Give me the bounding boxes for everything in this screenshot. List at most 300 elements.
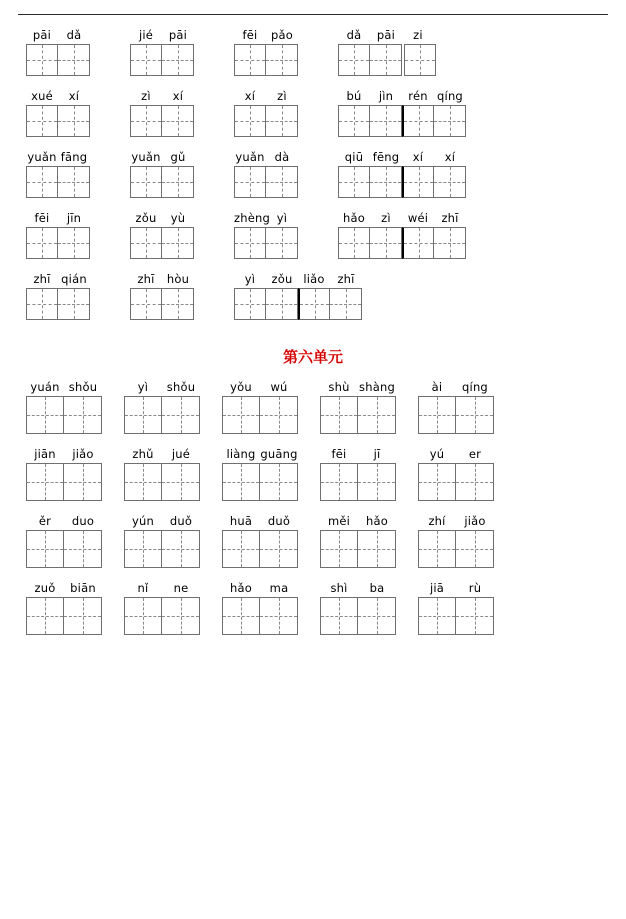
pinyin-line bbox=[130, 208, 194, 224]
word-group bbox=[338, 86, 466, 137]
grid-cell[interactable] bbox=[26, 227, 58, 259]
pinyin-syllable: jiǎo bbox=[464, 514, 486, 528]
grid-cell[interactable] bbox=[26, 396, 64, 434]
pinyin-syllable: zuǒ bbox=[34, 581, 56, 595]
character-grid bbox=[320, 396, 396, 434]
pinyin-syllable: ma bbox=[269, 581, 289, 595]
word-group bbox=[26, 269, 90, 320]
word-group bbox=[26, 86, 90, 137]
grid-cell[interactable] bbox=[456, 463, 494, 501]
pinyin-syllable: nǐ bbox=[137, 581, 149, 595]
grid-cell[interactable] bbox=[456, 597, 494, 635]
pinyin-syllable: yù bbox=[170, 211, 186, 225]
pinyin-line bbox=[418, 511, 494, 527]
character-grid bbox=[234, 105, 298, 137]
pinyin-line bbox=[320, 511, 396, 527]
pinyin-syllable: biān bbox=[70, 581, 96, 595]
section-one bbox=[18, 25, 608, 320]
word-group bbox=[26, 578, 102, 635]
grid-cell[interactable] bbox=[370, 105, 402, 137]
grid-cell[interactable] bbox=[130, 44, 162, 76]
pinyin-syllable: jiā bbox=[429, 581, 445, 595]
pinyin-syllable: zhī bbox=[33, 272, 51, 286]
word-group bbox=[26, 511, 102, 568]
grid-cell[interactable] bbox=[64, 396, 102, 434]
pinyin-syllable: duo bbox=[71, 514, 95, 528]
word-group bbox=[418, 578, 494, 635]
pinyin-syllable: xué bbox=[31, 89, 53, 103]
pinyin-syllable: fēi bbox=[34, 211, 50, 225]
word-group bbox=[26, 208, 90, 259]
pinyin-syllable: yì bbox=[137, 380, 149, 394]
pinyin-line bbox=[320, 578, 396, 594]
grid-cell[interactable] bbox=[266, 166, 298, 198]
word-group bbox=[222, 511, 298, 568]
pinyin-syllable: zi bbox=[413, 28, 423, 42]
grid-cell[interactable] bbox=[234, 227, 266, 259]
pinyin-syllable: zhǔ bbox=[132, 447, 154, 461]
grid-cell[interactable] bbox=[162, 396, 200, 434]
pinyin-line bbox=[124, 377, 200, 393]
grid-cell[interactable] bbox=[370, 44, 402, 76]
word-group bbox=[234, 25, 298, 76]
word-group bbox=[124, 511, 200, 568]
word-group bbox=[130, 147, 194, 198]
pinyin-syllable: shù bbox=[328, 380, 350, 394]
pinyin-line bbox=[222, 511, 298, 527]
character-grid bbox=[26, 44, 90, 76]
grid-cell[interactable] bbox=[162, 166, 194, 198]
pinyin-syllable: xí bbox=[172, 89, 184, 103]
word-group bbox=[222, 377, 298, 434]
pinyin-line bbox=[26, 208, 90, 224]
character-grid bbox=[418, 463, 494, 501]
pinyin-syllable: ba bbox=[369, 581, 385, 595]
pinyin-syllable: pāi bbox=[376, 28, 396, 42]
pinyin-syllable: qíng bbox=[462, 380, 488, 394]
character-grid bbox=[130, 105, 194, 137]
grid-cell[interactable] bbox=[358, 396, 396, 434]
pinyin-line bbox=[222, 444, 298, 460]
pinyin-syllable: jī bbox=[373, 447, 381, 461]
pinyin-syllable: liàng bbox=[226, 447, 256, 461]
pinyin-syllable: ài bbox=[431, 380, 443, 394]
pinyin-syllable: xí bbox=[412, 150, 424, 164]
pinyin-syllable: hòu bbox=[166, 272, 190, 286]
character-grid bbox=[338, 44, 436, 76]
grid-cell[interactable] bbox=[266, 288, 298, 320]
word-group bbox=[130, 208, 194, 259]
character-grid bbox=[124, 530, 200, 568]
pinyin-syllable: hǎo bbox=[343, 211, 365, 225]
pinyin-syllable: fāng bbox=[60, 150, 88, 164]
pinyin-syllable: yuǎn bbox=[235, 150, 265, 164]
header-rule bbox=[18, 14, 608, 15]
grid-cell[interactable] bbox=[162, 463, 200, 501]
word-group bbox=[26, 444, 102, 501]
grid-cell[interactable] bbox=[58, 166, 90, 198]
grid-cell[interactable] bbox=[58, 288, 90, 320]
grid-cell[interactable] bbox=[418, 530, 456, 568]
pinyin-line bbox=[26, 86, 90, 102]
pinyin-line bbox=[130, 86, 194, 102]
pinyin-line bbox=[222, 578, 298, 594]
grid-cell[interactable] bbox=[260, 597, 298, 635]
grid-cell[interactable] bbox=[266, 44, 298, 76]
word-group bbox=[124, 377, 200, 434]
worksheet-row bbox=[18, 511, 608, 568]
character-grid bbox=[418, 597, 494, 635]
grid-cell[interactable] bbox=[124, 597, 162, 635]
grid-cell[interactable] bbox=[370, 166, 402, 198]
pinyin-syllable: yuán bbox=[30, 380, 60, 394]
word-group bbox=[130, 86, 194, 137]
character-grid bbox=[130, 227, 194, 259]
pinyin-syllable: jiān bbox=[34, 447, 56, 461]
grid-cell[interactable] bbox=[418, 396, 456, 434]
section-title: 第六单元 bbox=[282, 348, 343, 366]
word-group bbox=[130, 269, 194, 320]
pinyin-syllable: zì bbox=[141, 89, 151, 103]
grid-cell[interactable] bbox=[124, 463, 162, 501]
pinyin-syllable: liǎo bbox=[303, 272, 325, 286]
grid-cell[interactable] bbox=[338, 166, 370, 198]
grid-cell[interactable] bbox=[234, 166, 266, 198]
pinyin-syllable: zhī bbox=[441, 211, 459, 225]
grid-cell[interactable] bbox=[330, 288, 362, 320]
grid-cell[interactable] bbox=[298, 288, 330, 320]
grid-cell[interactable] bbox=[130, 166, 162, 198]
pinyin-line bbox=[130, 269, 194, 285]
word-group bbox=[338, 25, 436, 76]
pinyin-line bbox=[26, 25, 90, 41]
pinyin-line bbox=[418, 578, 494, 594]
pinyin-syllable: shàng bbox=[359, 380, 395, 394]
pinyin-syllable: duǒ bbox=[267, 514, 291, 528]
grid-cell[interactable] bbox=[434, 227, 466, 259]
character-grid bbox=[26, 463, 102, 501]
pinyin-syllable: dà bbox=[274, 150, 290, 164]
grid-cell[interactable] bbox=[434, 166, 466, 198]
worksheet-page bbox=[0, 14, 626, 919]
pinyin-syllable: zǒu bbox=[135, 211, 157, 225]
character-grid bbox=[26, 396, 102, 434]
pinyin-line bbox=[130, 147, 194, 163]
word-group bbox=[338, 208, 466, 259]
grid-cell[interactable] bbox=[358, 597, 396, 635]
character-grid bbox=[320, 530, 396, 568]
pinyin-syllable: xí bbox=[244, 89, 256, 103]
grid-cell[interactable] bbox=[64, 530, 102, 568]
pinyin-syllable: pǎo bbox=[271, 28, 293, 42]
pinyin-syllable: yǒu bbox=[230, 380, 252, 394]
pinyin-syllable: pāi bbox=[168, 28, 188, 42]
grid-cell[interactable] bbox=[162, 227, 194, 259]
word-group bbox=[418, 511, 494, 568]
character-grid bbox=[320, 597, 396, 635]
grid-cell[interactable] bbox=[26, 463, 64, 501]
grid-cell[interactable] bbox=[402, 227, 434, 259]
grid-cell[interactable] bbox=[338, 44, 370, 76]
character-grid bbox=[26, 288, 90, 320]
character-grid bbox=[124, 396, 200, 434]
character-grid bbox=[26, 227, 90, 259]
pinyin-syllable: ne bbox=[173, 581, 189, 595]
pinyin-syllable: ěr bbox=[38, 514, 52, 528]
pinyin-syllable: rén bbox=[408, 89, 428, 103]
word-group bbox=[124, 444, 200, 501]
worksheet-row bbox=[18, 147, 608, 198]
grid-cell[interactable] bbox=[222, 396, 260, 434]
pinyin-line bbox=[338, 25, 434, 41]
pinyin-line bbox=[124, 511, 200, 527]
grid-cell[interactable] bbox=[338, 105, 370, 137]
pinyin-syllable: zhí bbox=[428, 514, 446, 528]
pinyin-syllable: xí bbox=[68, 89, 80, 103]
grid-cell[interactable] bbox=[402, 166, 434, 198]
character-grid bbox=[124, 463, 200, 501]
grid-cell[interactable] bbox=[58, 227, 90, 259]
grid-cell[interactable] bbox=[130, 105, 162, 137]
worksheet-row bbox=[18, 86, 608, 137]
grid-cell[interactable] bbox=[266, 105, 298, 137]
pinyin-line bbox=[26, 578, 102, 594]
grid-cell[interactable] bbox=[320, 396, 358, 434]
grid-cell[interactable] bbox=[64, 463, 102, 501]
grid-cell[interactable] bbox=[162, 105, 194, 137]
grid-cell[interactable] bbox=[64, 597, 102, 635]
grid-cell[interactable] bbox=[162, 44, 194, 76]
pinyin-syllable: zhī bbox=[137, 272, 155, 286]
worksheet-row bbox=[18, 444, 608, 501]
grid-cell[interactable] bbox=[124, 530, 162, 568]
pinyin-line bbox=[26, 511, 102, 527]
word-group bbox=[320, 578, 396, 635]
section-six bbox=[18, 377, 608, 635]
pinyin-syllable: yú bbox=[429, 447, 445, 461]
pinyin-syllable: huā bbox=[229, 514, 253, 528]
word-group bbox=[320, 444, 396, 501]
pinyin-syllable: er bbox=[468, 447, 482, 461]
character-grid bbox=[222, 597, 298, 635]
worksheet-row bbox=[18, 377, 608, 434]
pinyin-syllable: qiū bbox=[344, 150, 364, 164]
grid-cell[interactable] bbox=[266, 227, 298, 259]
grid-cell[interactable] bbox=[320, 463, 358, 501]
word-group bbox=[234, 208, 298, 259]
pinyin-syllable: bú bbox=[346, 89, 362, 103]
pinyin-syllable: fēi bbox=[331, 447, 347, 461]
pinyin-line bbox=[418, 377, 494, 393]
pinyin-syllable: hǎo bbox=[366, 514, 388, 528]
pinyin-syllable: fēng bbox=[372, 150, 400, 164]
grid-cell[interactable] bbox=[320, 597, 358, 635]
pinyin-syllable: fēi bbox=[242, 28, 258, 42]
character-grid bbox=[222, 396, 298, 434]
pinyin-line bbox=[234, 86, 298, 102]
pinyin-syllable: jiǎo bbox=[72, 447, 94, 461]
pinyin-syllable: shǒu bbox=[166, 380, 196, 394]
grid-cell[interactable] bbox=[26, 530, 64, 568]
word-group bbox=[124, 578, 200, 635]
grid-cell[interactable] bbox=[26, 166, 58, 198]
character-grid bbox=[418, 396, 494, 434]
grid-cell[interactable] bbox=[162, 530, 200, 568]
character-grid bbox=[338, 105, 466, 137]
word-group bbox=[26, 377, 102, 434]
pinyin-syllable: dǎ bbox=[346, 28, 362, 42]
character-grid bbox=[26, 105, 90, 137]
grid-cell[interactable] bbox=[358, 530, 396, 568]
grid-cell[interactable] bbox=[234, 288, 266, 320]
character-grid bbox=[418, 530, 494, 568]
character-grid bbox=[130, 288, 194, 320]
pinyin-syllable: měi bbox=[327, 514, 351, 528]
pinyin-line bbox=[338, 208, 466, 224]
word-group bbox=[26, 147, 90, 198]
grid-cell[interactable] bbox=[260, 396, 298, 434]
pinyin-line bbox=[130, 25, 194, 41]
grid-cell[interactable] bbox=[26, 44, 58, 76]
grid-cell[interactable] bbox=[124, 396, 162, 434]
worksheet-row bbox=[18, 578, 608, 635]
pinyin-syllable: qián bbox=[61, 272, 87, 286]
worksheet-row bbox=[18, 208, 608, 259]
pinyin-line bbox=[26, 147, 90, 163]
grid-cell[interactable] bbox=[26, 105, 58, 137]
character-grid bbox=[222, 530, 298, 568]
word-group bbox=[130, 25, 194, 76]
pinyin-syllable: yuǎn bbox=[131, 150, 161, 164]
pinyin-syllable: zhèng bbox=[234, 211, 270, 225]
grid-cell[interactable] bbox=[418, 597, 456, 635]
pinyin-syllable: hǎo bbox=[230, 581, 252, 595]
character-grid bbox=[234, 227, 298, 259]
pinyin-line bbox=[234, 25, 298, 41]
grid-cell[interactable] bbox=[234, 105, 266, 137]
grid-cell[interactable] bbox=[370, 227, 402, 259]
pinyin-line bbox=[338, 147, 466, 163]
grid-cell[interactable] bbox=[58, 44, 90, 76]
grid-cell[interactable] bbox=[222, 463, 260, 501]
pinyin-syllable: wéi bbox=[407, 211, 429, 225]
grid-cell[interactable] bbox=[58, 105, 90, 137]
character-grid bbox=[234, 166, 298, 198]
character-grid bbox=[26, 597, 102, 635]
character-grid bbox=[222, 463, 298, 501]
grid-cell[interactable] bbox=[320, 530, 358, 568]
grid-cell[interactable] bbox=[456, 530, 494, 568]
pinyin-syllable: zǒu bbox=[271, 272, 293, 286]
pinyin-syllable: jié bbox=[138, 28, 154, 42]
grid-cell[interactable] bbox=[162, 288, 194, 320]
pinyin-syllable: dǎ bbox=[66, 28, 82, 42]
pinyin-line bbox=[320, 444, 396, 460]
character-grid bbox=[124, 597, 200, 635]
pinyin-syllable: guāng bbox=[260, 447, 298, 461]
word-group bbox=[338, 147, 466, 198]
pinyin-syllable: shǒu bbox=[68, 380, 98, 394]
grid-cell[interactable] bbox=[26, 288, 58, 320]
grid-cell[interactable] bbox=[358, 463, 396, 501]
pinyin-line bbox=[124, 444, 200, 460]
character-grid bbox=[338, 166, 466, 198]
word-group bbox=[234, 269, 362, 320]
pinyin-syllable: yún bbox=[132, 514, 154, 528]
character-grid bbox=[234, 288, 362, 320]
pinyin-line bbox=[26, 269, 90, 285]
grid-cell[interactable] bbox=[222, 530, 260, 568]
pinyin-syllable: wú bbox=[270, 380, 288, 394]
pinyin-syllable: jué bbox=[171, 447, 191, 461]
worksheet-row bbox=[18, 269, 608, 320]
pinyin-line bbox=[234, 147, 298, 163]
grid-cell[interactable] bbox=[234, 44, 266, 76]
pinyin-syllable: jìn bbox=[378, 89, 394, 103]
character-grid bbox=[320, 463, 396, 501]
pinyin-syllable: zì bbox=[381, 211, 391, 225]
character-grid bbox=[338, 227, 466, 259]
pinyin-line bbox=[222, 377, 298, 393]
word-group bbox=[418, 377, 494, 434]
pinyin-line bbox=[26, 444, 102, 460]
pinyin-syllable: shì bbox=[330, 581, 348, 595]
grid-cell[interactable] bbox=[418, 463, 456, 501]
pinyin-line bbox=[338, 86, 466, 102]
pinyin-line bbox=[418, 444, 494, 460]
pinyin-line bbox=[234, 269, 362, 285]
worksheet-row bbox=[18, 25, 608, 76]
grid-cell[interactable] bbox=[222, 597, 260, 635]
grid-cell[interactable] bbox=[260, 530, 298, 568]
pinyin-syllable: xí bbox=[444, 150, 456, 164]
pinyin-line bbox=[26, 377, 102, 393]
pinyin-syllable: zì bbox=[277, 89, 287, 103]
grid-cell[interactable] bbox=[404, 44, 436, 76]
pinyin-syllable: qíng bbox=[437, 89, 463, 103]
pinyin-syllable: yì bbox=[244, 272, 256, 286]
word-group bbox=[418, 444, 494, 501]
grid-cell[interactable] bbox=[130, 227, 162, 259]
grid-cell[interactable] bbox=[162, 597, 200, 635]
character-grid bbox=[26, 530, 102, 568]
word-group bbox=[234, 147, 298, 198]
word-group bbox=[320, 511, 396, 568]
grid-cell[interactable] bbox=[338, 227, 370, 259]
character-grid bbox=[234, 44, 298, 76]
word-group bbox=[26, 25, 90, 76]
character-grid bbox=[130, 44, 194, 76]
pinyin-syllable: jīn bbox=[66, 211, 82, 225]
pinyin-syllable: yuǎn bbox=[27, 150, 57, 164]
word-group bbox=[222, 444, 298, 501]
pinyin-line bbox=[234, 208, 298, 224]
pinyin-line bbox=[124, 578, 200, 594]
grid-cell[interactable] bbox=[260, 463, 298, 501]
word-group bbox=[234, 86, 298, 137]
grid-cell[interactable] bbox=[434, 105, 466, 137]
pinyin-syllable: pāi bbox=[32, 28, 52, 42]
word-group bbox=[222, 578, 298, 635]
pinyin-syllable: zhī bbox=[337, 272, 355, 286]
grid-cell[interactable] bbox=[402, 105, 434, 137]
character-grid bbox=[130, 166, 194, 198]
grid-cell[interactable] bbox=[456, 396, 494, 434]
grid-cell[interactable] bbox=[130, 288, 162, 320]
character-grid bbox=[26, 166, 90, 198]
pinyin-line bbox=[320, 377, 396, 393]
grid-cell[interactable] bbox=[26, 597, 64, 635]
